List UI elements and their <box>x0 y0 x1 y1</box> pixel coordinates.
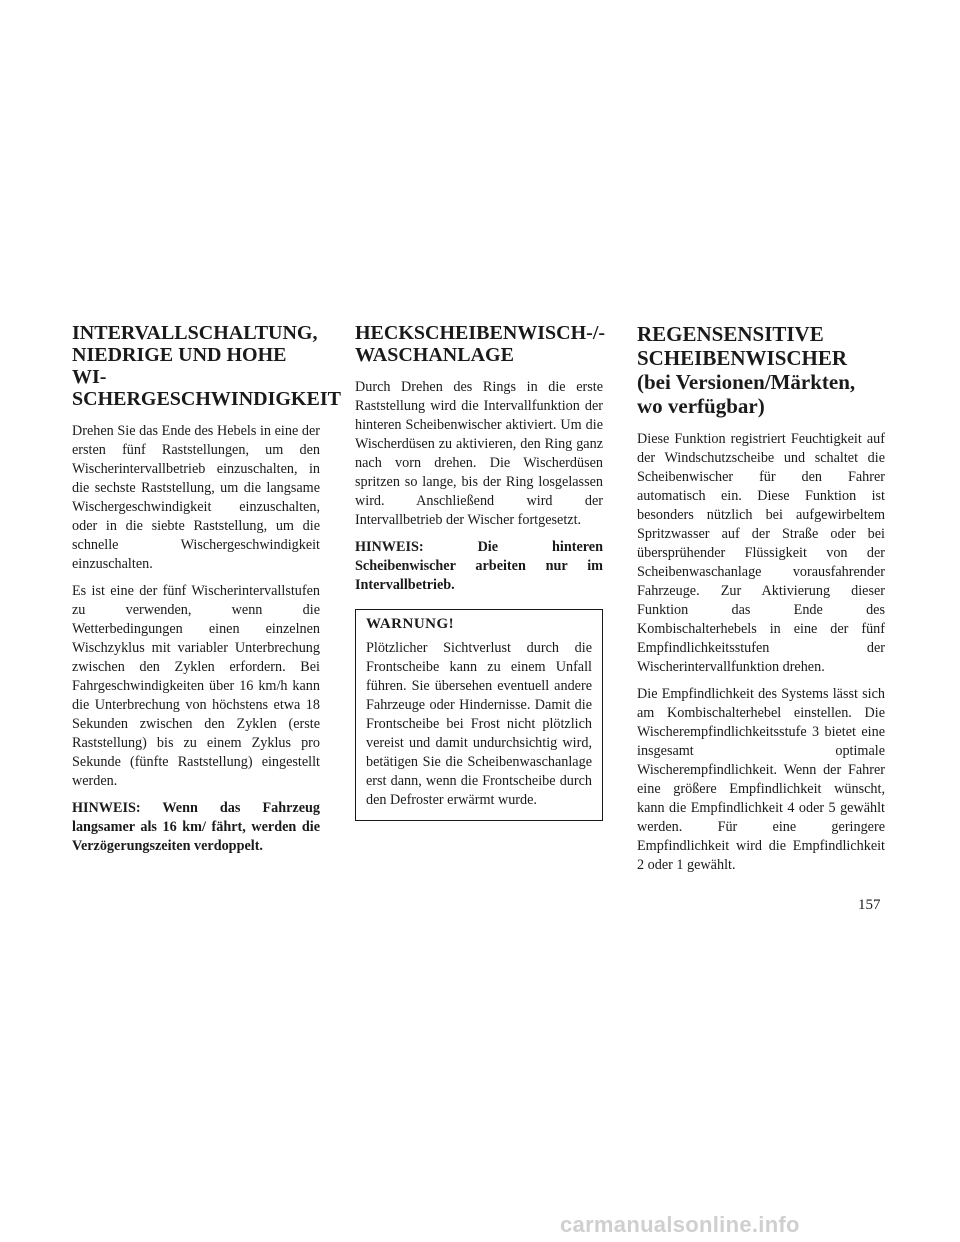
warning-box <box>355 609 603 821</box>
paragraph: Die Empfindlichkeit des Systems lässt sich am Kombischalterhebel einstellen. Die Wischerempfindlichkeitsstufe 3 bietet eine insgesamt optimale Wischerempfindlichkeit. Wenn der Fahrer eine größere Empfindlichkeit wünscht, kann die Empfindlichkeit 4 oder 5 gewählt werden. Für eine geringere Empfindlichkeit wird die Empfindlichkeit 2 oder 1 gewählt. <box>637 686 885 873</box>
paragraph: Es ist eine der fünf Wischerintervallstufen zu verwenden, wenn die Wetterbedingungen einen einzelnen Wischzyklus mit variabler Unterbrechung zwischen den Zyklen erfordern. Bei Fahrgeschwindigkeiten über 16 km/h kann die Unterbrechung von höchstens etwa 18 Sekunden zwischen den Zyklen (erste Raststellung) bis zu einem Zyklus pro Sekunde (fünfte Raststellung) eingestellt werden. <box>72 583 320 789</box>
paragraph: Durch Drehen des Rings in die erste Raststellung wird die Intervallfunktion der hinteren Scheibenwischer aktiviert. Um die Wischerdüsen zu aktivieren, den Ring ganz nach vorn drehen. Die Wischerdüsen spritzen so lange, bis der Ring losgelassen wird. Anschließend wird der Intervallbetrieb der Wischer fortgesetzt. <box>355 379 603 528</box>
watermark: carmanualsonline.info <box>560 1212 800 1237</box>
column-intervallschaltung <box>72 322 341 864</box>
heading-intervallschaltung: INTERVALLSCHALTUNG, NIEDRIGE UND HOHE WI-SCHERGESCHWINDIGKEIT <box>72 322 341 410</box>
column-regensensitive <box>637 322 885 883</box>
note: HINWEIS: Die hinteren Scheibenwischer arbeiten nur im Intervallbetrieb. <box>355 539 603 593</box>
warning-title: WARNUNG! <box>366 616 455 632</box>
heading-heckscheibe: HECKSCHEIBENWISCH-/-WASCHANLAGE <box>355 322 606 366</box>
heading-regensensitive: REGENSENSITIVE SCHEIBENWISCHER (bei Versionen/Märkten, wo verfügbar) <box>637 322 856 418</box>
page-number: 157 <box>858 897 881 913</box>
note: HINWEIS: Wenn das Fahrzeug langsamer als 16 km/ fährt, werden die Verzögerungszeiten verdoppelt. <box>72 800 320 854</box>
paragraph: Diese Funktion registriert Feuchtigkeit auf der Windschutzscheibe und schaltet die Scheibenwischer für den Fahrer automatisch ein. Diese Funktion ist besonders nützlich bei aufgewirbeltem Spritzwasser auf der Straße oder bei übersprühender Flüssigkeit von der Scheibenwaschanlage vorausfahrender Fahrzeuge. Zur Aktivierung dieser Funktion das Ende des Kombischalterhebels in eine der fünf Empfindlichkeitsstufen der Wischerintervallfunktion drehen. <box>637 431 885 675</box>
warning-text: Plötzlicher Sichtverlust durch die Frontscheibe kann zu einem Unfall führen. Sie übersehen eventuell andere Fahrzeuge oder Hindernisse. Damit die Frontscheibe bei Frost nicht plötzlich vereist und damit undurchsichtig wird, betätigen Sie die Scheibenwaschanlage erst dann, wenn die Frontscheibe durch den Defroster erwärmt wurde. <box>366 640 592 808</box>
column-heckscheibe <box>355 322 606 821</box>
paragraph: Drehen Sie das Ende des Hebels in eine der ersten fünf Raststellungen, um den Wischerintervallbetrieb einzuschalten, in die sechste Raststellung, um die langsame Wischergeschwindigkeit einzuschalten, oder in die siebte Raststellung, um die schnelle Wischergeschwindigkeit einzuschalten. <box>72 423 320 572</box>
